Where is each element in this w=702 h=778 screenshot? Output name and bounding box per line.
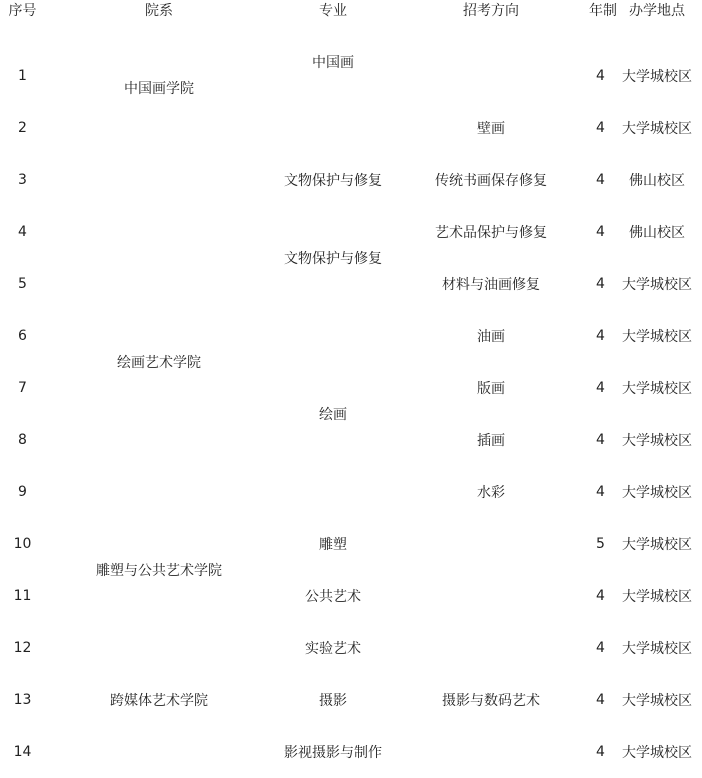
row-no: 4 [18, 224, 27, 240]
row-years: 5 [596, 536, 605, 552]
row-location: 大学城校区 [622, 433, 692, 449]
table-header-row [0, 0, 702, 22]
row-no: 12 [13, 640, 32, 656]
row-no: 13 [13, 692, 32, 708]
header-department: 院系 [145, 3, 173, 19]
row-no: 9 [18, 484, 27, 500]
major-cell: 中国画 [312, 55, 354, 71]
row-direction: 壁画 [477, 121, 505, 137]
row-location: 佛山校区 [629, 173, 685, 189]
row-major: 摄影 [319, 693, 347, 709]
row-direction: 传统书画保存修复 [435, 173, 547, 189]
dept-cell: 中国画学院 [124, 81, 194, 97]
table-row [0, 622, 702, 674]
row-years: 4 [596, 432, 605, 448]
row-direction: 水彩 [477, 485, 505, 501]
row-years: 4 [596, 224, 605, 240]
row-years: 4 [596, 588, 605, 604]
row-years: 4 [596, 276, 605, 292]
row-no: 1 [18, 68, 27, 84]
row-location: 大学城校区 [622, 693, 692, 709]
row-location: 大学城校区 [622, 641, 692, 657]
row-direction [393, 570, 589, 622]
row-years: 4 [596, 640, 605, 656]
row-location: 佛山校区 [629, 225, 685, 241]
row-direction: 艺术品保护与修复 [435, 225, 547, 241]
row-department [45, 154, 273, 206]
row-no: 10 [13, 536, 32, 552]
row-location: 大学城校区 [622, 537, 692, 553]
row-direction: 版画 [477, 381, 505, 397]
row-years: 4 [596, 68, 605, 84]
header-major: 专业 [319, 3, 347, 19]
table-row [0, 154, 702, 206]
row-years: 4 [596, 380, 605, 396]
row-no: 7 [18, 380, 27, 396]
spacer-row [0, 22, 702, 50]
row-years: 4 [596, 692, 605, 708]
row-location: 大学城校区 [622, 381, 692, 397]
row-no: 8 [18, 432, 27, 448]
row-direction [393, 518, 589, 570]
row-major: 影视摄影与制作 [284, 745, 382, 761]
header-no: 序号 [8, 3, 37, 19]
row-no: 3 [18, 172, 27, 188]
dept-cell: 跨媒体艺术学院 [110, 693, 208, 709]
row-direction: 材料与油画修复 [442, 277, 540, 293]
row-major: 公共艺术 [305, 589, 361, 605]
row-location: 大学城校区 [622, 69, 692, 85]
row-major: 文物保护与修复 [284, 173, 382, 189]
row-major: 雕塑 [319, 537, 347, 553]
dept-cell: 绘画艺术学院 [117, 355, 201, 371]
row-direction [393, 726, 589, 778]
row-direction [393, 622, 589, 674]
header-years: 年制 [589, 3, 617, 19]
row-location: 大学城校区 [622, 121, 692, 137]
row-major [273, 102, 393, 154]
row-years: 4 [596, 172, 605, 188]
table-row [0, 206, 702, 258]
row-location: 大学城校区 [622, 277, 692, 293]
row-no: 5 [18, 276, 27, 292]
row-major: 实验艺术 [305, 641, 361, 657]
row-location: 大学城校区 [622, 745, 692, 761]
row-no: 2 [18, 120, 27, 136]
row-direction: 摄影与数码艺术 [442, 693, 540, 709]
dept-cell: 雕塑与公共艺术学院 [96, 563, 222, 579]
header-direction: 招考方向 [463, 3, 519, 19]
row-no: 6 [18, 328, 27, 344]
row-years: 4 [596, 120, 605, 136]
header-location: 办学地点 [629, 3, 685, 19]
row-years: 4 [596, 744, 605, 760]
row-location: 大学城校区 [622, 589, 692, 605]
major-cell: 文物保护与修复 [284, 251, 382, 267]
row-direction: 油画 [477, 329, 505, 345]
row-location: 大学城校区 [622, 485, 692, 501]
row-location: 大学城校区 [622, 329, 692, 345]
row-no: 14 [13, 744, 32, 760]
major-cell: 绘画 [319, 407, 347, 423]
row-no: 11 [13, 588, 32, 604]
table-row [0, 518, 702, 570]
row-years: 4 [596, 484, 605, 500]
row-direction: 插画 [477, 433, 505, 449]
row-years: 4 [596, 328, 605, 344]
row-direction [393, 50, 589, 102]
